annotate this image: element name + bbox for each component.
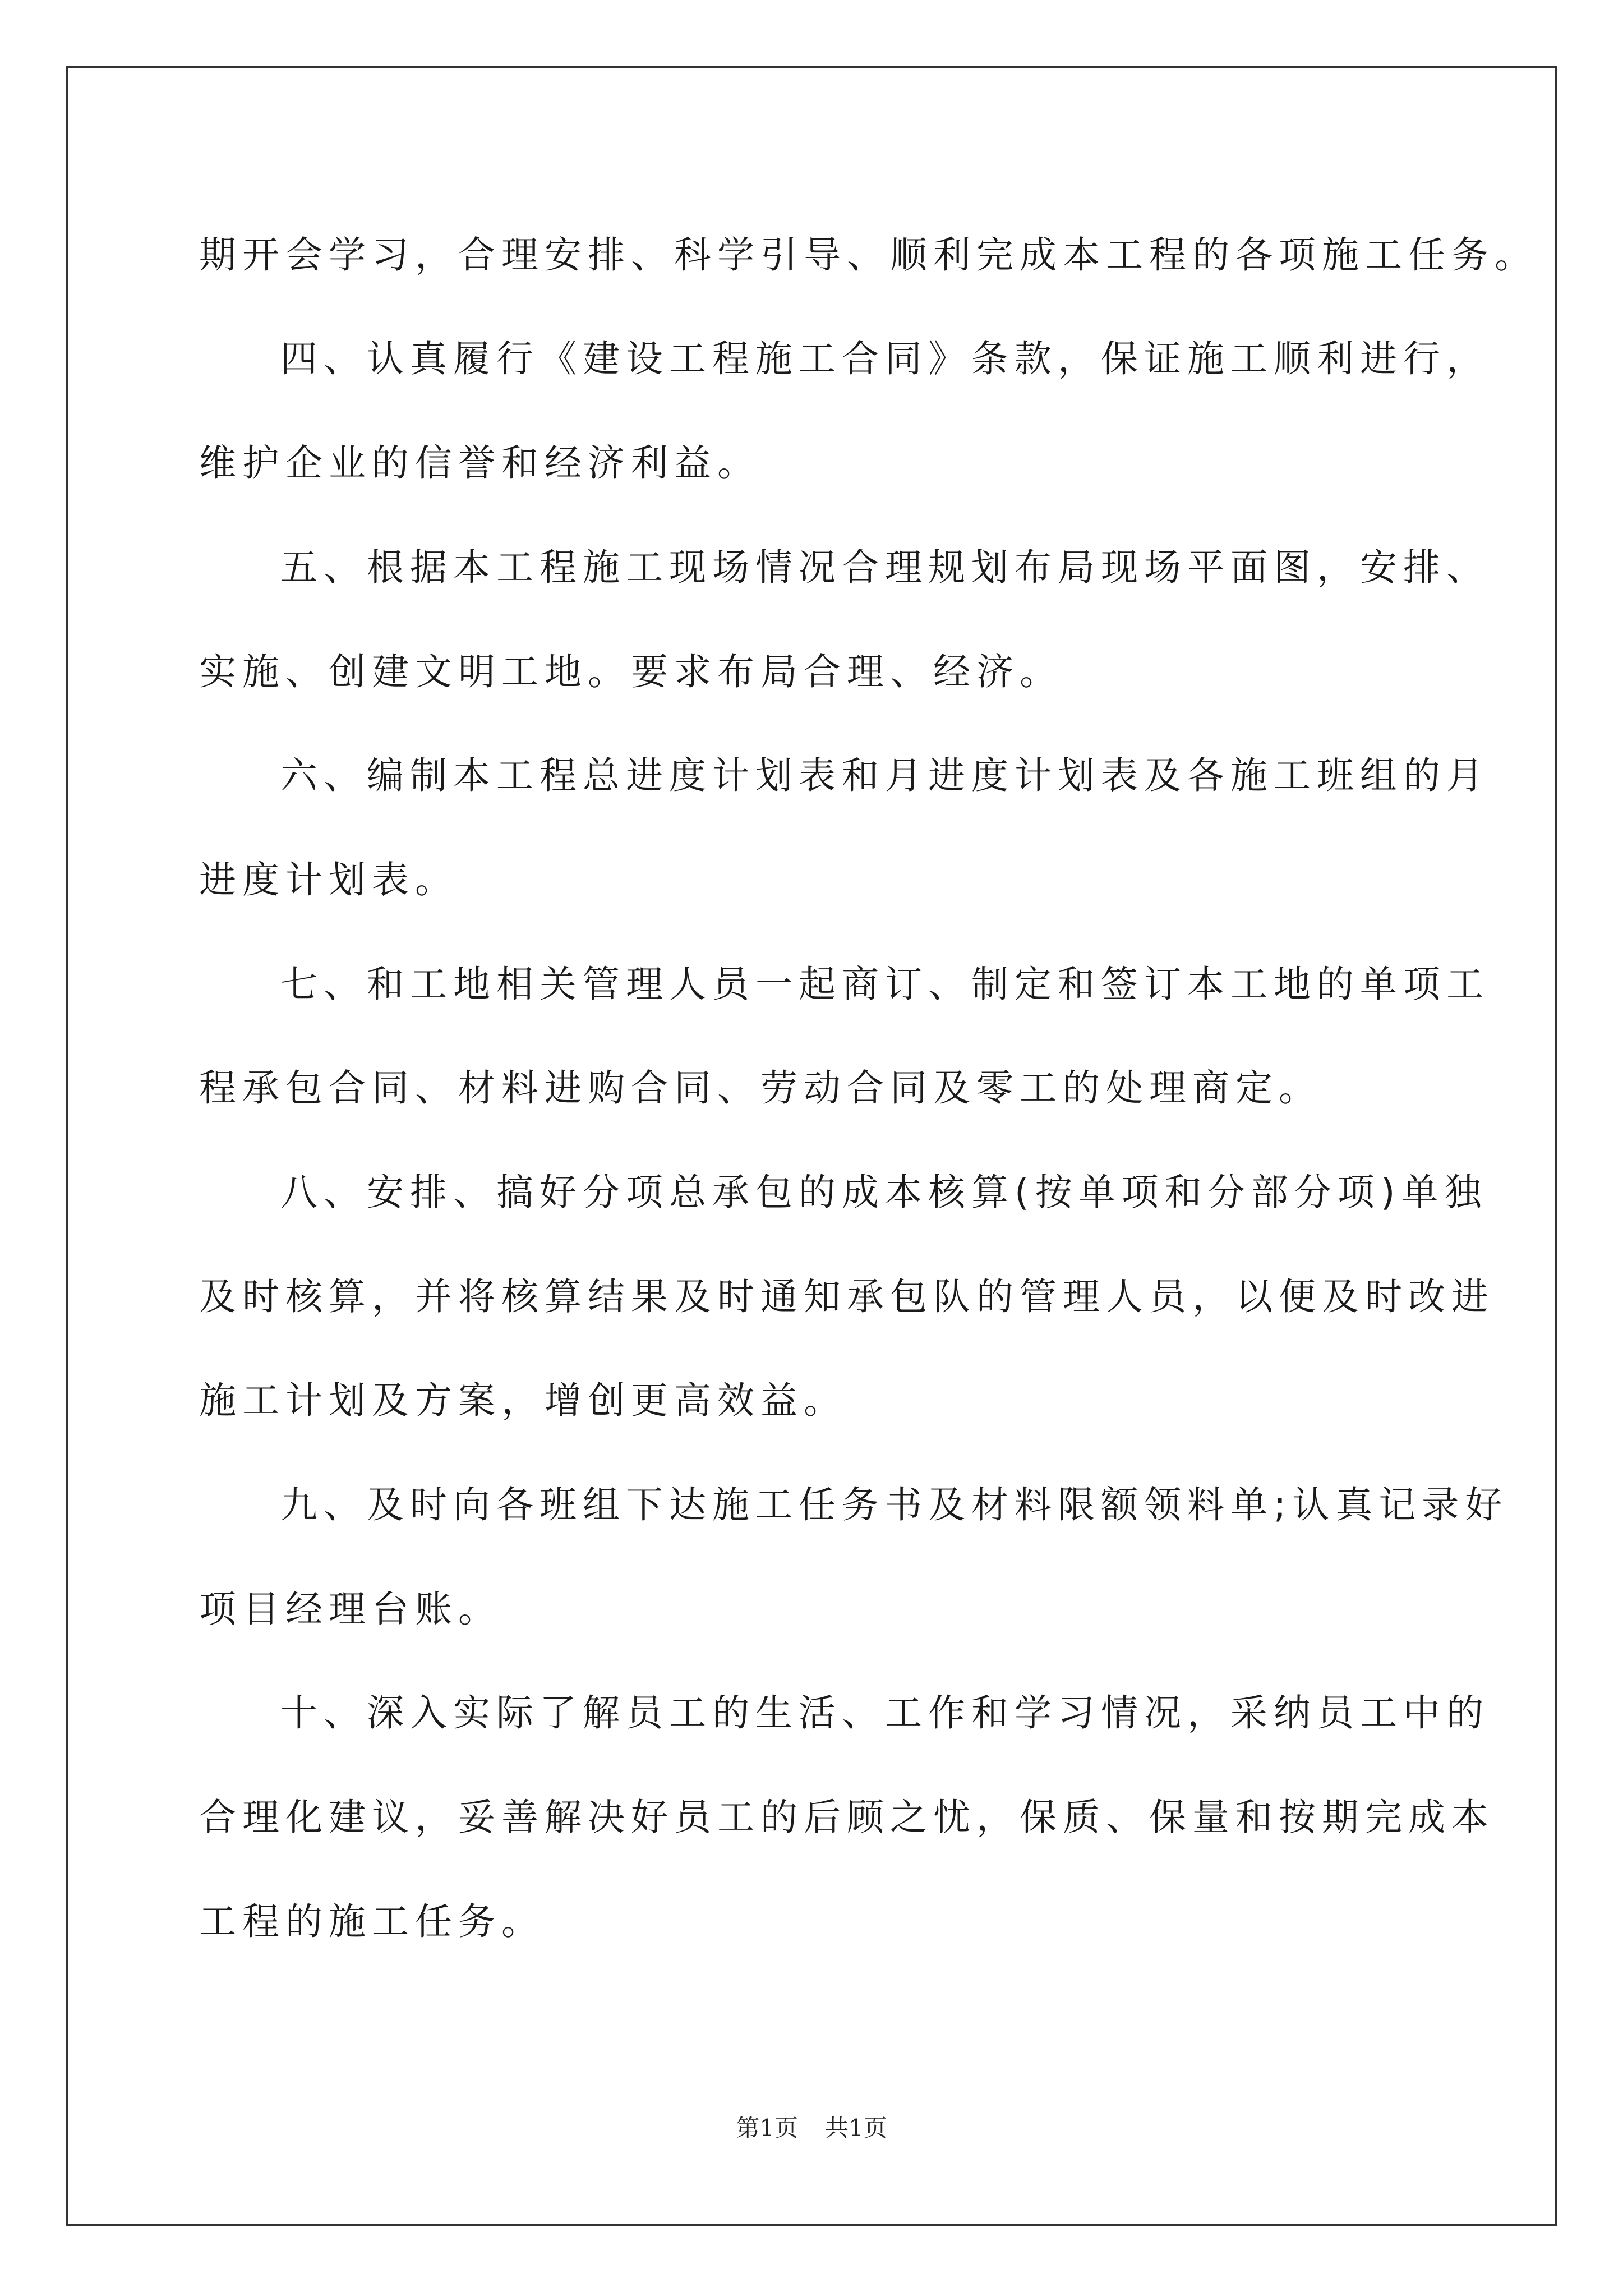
text-line: 实施、创建文明工地。要求布局合理、经济。: [199, 650, 1063, 693]
text-line: 六、编制本工程总进度计划表和月进度计划表及各施工班组的月: [280, 754, 1490, 797]
text-line: 四、认真履行《建设工程施工合同》条款，保证施工顺利进行，: [280, 337, 1490, 380]
text-line: 九、及时向各班组下达施工任务书及材料限额领料单;认真记录好: [280, 1483, 1509, 1526]
text-line: 七、和工地相关管理人员一起商订、制定和签订本工地的单项工: [280, 963, 1490, 1006]
text-line: 工程的施工任务。: [199, 1900, 545, 1943]
page-number: 第1页: [736, 2114, 798, 2142]
text-line: 及时核算，并将核算结果及时通知承包队的管理人员，以便及时改进: [199, 1275, 1495, 1318]
page-total: 共1页: [825, 2114, 887, 2142]
text-line: 进度计划表。: [199, 858, 458, 901]
text-line: 施工计划及方案，增创更高效益。: [199, 1379, 847, 1422]
text-line: 维护企业的信誉和经济利益。: [199, 441, 760, 485]
text-line: 程承包合同、材料进购合同、劳动合同及零工的处理商定。: [199, 1066, 1322, 1110]
text-line: 八、安排、搞好分项总承包的成本核算(按单项和分部分项)单独: [280, 1171, 1488, 1214]
text-line: 合理化建议，妥善解决好员工的后顾之忧，保质、保量和按期完成本: [199, 1796, 1495, 1839]
text-line: 五、根据本工程施工现场情况合理规划布局现场平面图，安排、: [280, 546, 1490, 589]
text-line: 十、深入实际了解员工的生活、工作和学习情况，采纳员工中的: [280, 1691, 1490, 1734]
text-line: 期开会学习，合理安排、科学引导、顺利完成本工程的各项施工任务。: [199, 233, 1538, 277]
page-footer: [0, 2114, 1623, 2143]
text-line: 项目经理台账。: [199, 1588, 501, 1631]
